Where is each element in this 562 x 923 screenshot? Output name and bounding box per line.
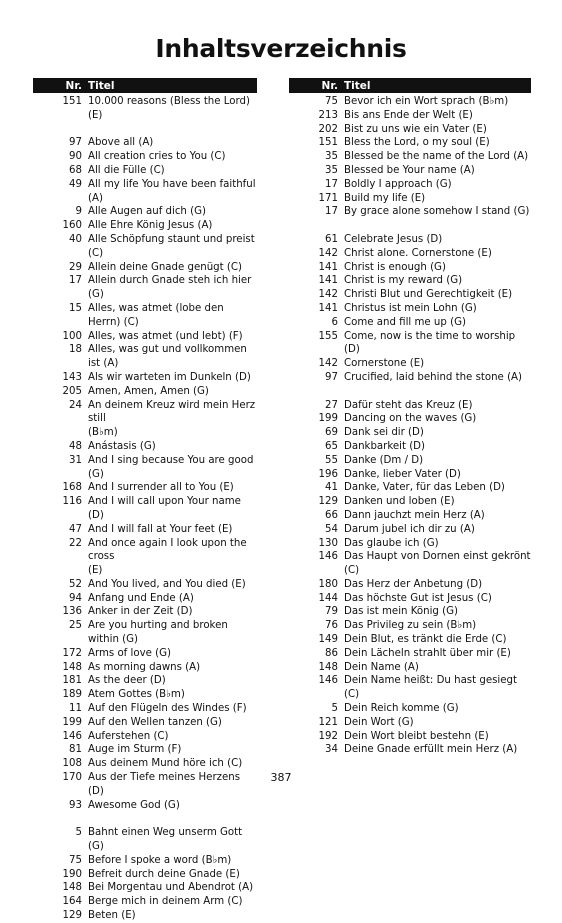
index-entry[interactable] <box>289 399 531 413</box>
entry-number: 151 <box>62 96 82 107</box>
entry-title: Dankbarkeit (D) <box>344 440 426 452</box>
entry-number: 86 <box>325 647 338 659</box>
entry-title: Alle Ehre König Jesus (A) <box>88 220 213 232</box>
entry-number: 155 <box>318 330 338 342</box>
index-entry[interactable] <box>33 716 257 730</box>
entry-title: Blessed be Your name (A) <box>344 164 475 176</box>
entry-title: Das höchste Gut ist Jesus (C) <box>344 592 492 604</box>
index-entry[interactable] <box>33 619 257 647</box>
entry-number: 40 <box>69 233 82 245</box>
entry-number: 97 <box>325 371 338 383</box>
entry-number: 15 <box>69 302 82 314</box>
index-entry[interactable] <box>33 164 257 178</box>
entry-number: 54 <box>325 523 338 535</box>
entry-title: Bless the Lord, o my soul (E) <box>344 137 490 149</box>
entry-title: Celebrate Jesus (D) <box>344 233 443 245</box>
entry-number: 164 <box>62 896 82 908</box>
index-entry[interactable] <box>33 330 257 344</box>
index-entry[interactable] <box>33 274 257 302</box>
entry-title: All my life You have been faithful (A) <box>88 178 256 204</box>
entry-title: Danke, lieber Vater (D) <box>344 468 461 480</box>
entry-number: 142 <box>318 358 338 370</box>
index-entry[interactable] <box>289 302 531 316</box>
index-entry[interactable] <box>289 661 531 675</box>
index-entry[interactable] <box>289 578 531 592</box>
entry-title: All die Fülle (C) <box>88 164 165 176</box>
index-entry[interactable] <box>33 592 257 606</box>
index-entry[interactable] <box>289 192 531 206</box>
entry-title: Bist zu uns wie ein Vater (E) <box>344 123 487 135</box>
index-entry[interactable] <box>289 605 531 619</box>
entry-title: Danke, Vater, für das Leben (D) <box>344 482 505 494</box>
entry-number: 11 <box>69 703 82 715</box>
entry-title: Berge mich in deinem Arm (C) <box>88 896 243 908</box>
entry-title: Alles, was gut und vollkommen ist (A) <box>88 344 247 370</box>
index-entry[interactable] <box>33 647 257 661</box>
index-entry[interactable] <box>289 440 531 454</box>
index-entry[interactable] <box>33 495 257 523</box>
index-entry[interactable] <box>33 854 257 868</box>
entry-number: 100 <box>62 330 82 342</box>
entry-title: And You lived, and You died (E) <box>88 578 246 590</box>
index-entry[interactable] <box>33 205 257 219</box>
entry-number: 5 <box>75 827 82 839</box>
index-entry[interactable] <box>33 757 257 771</box>
entry-title: And once again I look upon the cross (E) <box>88 537 247 577</box>
entry-number: 35 <box>325 164 338 176</box>
entry-title: Bevor ich ein Wort sprach (B♭m) <box>344 96 509 107</box>
entry-title: Come, now is the time to worship (D) <box>344 330 516 356</box>
entry-title: Dancing on the waves (G) <box>344 413 477 425</box>
index-entry[interactable] <box>289 674 531 702</box>
entry-number: 199 <box>318 413 338 425</box>
entry-title: Danken und loben (E) <box>344 496 455 508</box>
index-entry[interactable] <box>33 702 257 716</box>
index-entry[interactable] <box>33 537 257 578</box>
entry-number: 48 <box>69 440 82 452</box>
index-entry[interactable] <box>289 330 531 358</box>
index-entry[interactable] <box>289 150 531 164</box>
entry-title: Das glaube ich (G) <box>344 537 439 549</box>
entry-title: Christ is my reward (G) <box>344 275 463 287</box>
header-titel: Titel <box>88 79 115 92</box>
entry-title: Anástasis (G) <box>88 440 156 452</box>
entry-number: 121 <box>318 716 338 728</box>
page-number: 387 <box>270 771 292 784</box>
entry-number: 180 <box>318 578 338 590</box>
index-entry[interactable] <box>33 909 257 923</box>
entry-title: Deine Gnade erfüllt mein Herz (A) <box>344 744 518 756</box>
index-entry[interactable] <box>33 261 257 275</box>
entry-number: 148 <box>62 661 82 673</box>
index-entry[interactable] <box>289 702 531 716</box>
index-entry[interactable] <box>289 426 531 440</box>
index-entry[interactable] <box>289 743 531 757</box>
entry-title: Amen, Amen, Amen (G) <box>88 385 209 397</box>
entry-title: Anker in der Zeit (D) <box>88 606 193 618</box>
entry-title: Das Haupt von Dornen einst gekrönt (C) <box>344 551 531 577</box>
header-titel: Titel <box>344 79 371 92</box>
letter-group-spacer <box>289 385 531 399</box>
index-entry[interactable] <box>289 136 531 150</box>
entry-number: 52 <box>69 578 82 590</box>
entry-title: Aus deinem Mund höre ich (C) <box>88 758 243 770</box>
entry-title: Are you hurting and broken within (G) <box>88 620 228 646</box>
entry-number: 205 <box>62 385 82 397</box>
index-entry[interactable] <box>289 95 531 109</box>
entry-number: 68 <box>69 164 82 176</box>
entry-number: 61 <box>325 233 338 245</box>
entry-title: Awesome God (G) <box>88 799 180 811</box>
index-entry[interactable] <box>289 481 531 495</box>
entry-number: 17 <box>325 178 338 190</box>
index-entry[interactable] <box>289 647 531 661</box>
index-entry[interactable] <box>33 578 257 592</box>
entry-number: 142 <box>318 247 338 259</box>
index-entry[interactable] <box>289 274 531 288</box>
entry-number: 192 <box>318 730 338 742</box>
index-list-right <box>289 95 531 757</box>
entry-title: Dein Name heißt: Du hast gesiegt (C) <box>344 675 517 701</box>
entry-title: Dein Reich komme (G) <box>344 703 459 715</box>
entry-title: As morning dawns (A) <box>88 661 201 673</box>
entry-number: 75 <box>69 854 82 866</box>
entry-title: All creation cries to You (C) <box>88 151 226 163</box>
index-entry[interactable] <box>289 633 531 647</box>
entry-title: Cornerstone (E) <box>344 358 425 370</box>
entry-title: Before I spoke a word (B♭m) <box>88 854 232 866</box>
entry-number: 22 <box>69 537 82 549</box>
entry-number: 79 <box>325 606 338 618</box>
index-entry[interactable] <box>33 343 257 371</box>
index-entry[interactable] <box>289 730 531 744</box>
entry-number: 31 <box>69 454 82 466</box>
index-entry[interactable] <box>33 743 257 757</box>
entry-title: An deinem Kreuz wird mein Herz still (B♭m) <box>88 399 256 439</box>
index-entry[interactable] <box>33 385 257 399</box>
header-nr: Nr. <box>65 79 82 92</box>
entry-number: 144 <box>318 592 338 604</box>
entry-title: Crucified, laid behind the stone (A) <box>344 371 522 383</box>
entry-number: 47 <box>69 523 82 535</box>
entry-number: 93 <box>69 799 82 811</box>
entry-number: 189 <box>62 689 82 701</box>
index-entry[interactable] <box>289 247 531 261</box>
entry-number: 65 <box>325 440 338 452</box>
index-entry[interactable] <box>33 799 257 813</box>
index-entry[interactable] <box>289 233 531 247</box>
entry-title: Come and fill me up (G) <box>344 316 466 328</box>
entry-number: 136 <box>62 606 82 618</box>
entry-number: 5 <box>331 703 338 715</box>
index-entry[interactable] <box>289 123 531 137</box>
entry-title: Als wir warteten im Dunkeln (D) <box>88 371 251 383</box>
entry-number: 143 <box>62 371 82 383</box>
index-entry[interactable] <box>289 178 531 192</box>
entry-title: Bahnt einen Weg unserm Gott (G) <box>88 827 243 853</box>
entry-title: By grace alone somehow I stand (G) <box>344 206 530 218</box>
entry-number: 151 <box>318 137 338 149</box>
entry-title: Auferstehen (C) <box>88 730 169 742</box>
letter-group-spacer <box>33 812 257 826</box>
index-entry[interactable] <box>289 261 531 275</box>
index-entry[interactable] <box>289 468 531 482</box>
entry-title: Darum jubel ich dir zu (A) <box>344 523 475 535</box>
entry-number: 66 <box>325 509 338 521</box>
entry-number: 94 <box>69 592 82 604</box>
index-entry[interactable] <box>33 150 257 164</box>
entry-title: Das ist mein König (G) <box>344 606 458 618</box>
entry-title: Christus ist mein Lohn (G) <box>344 302 477 314</box>
entry-title: Anfang und Ende (A) <box>88 592 194 604</box>
column-header <box>289 78 531 93</box>
entry-title: Danke (Dm / D) <box>344 454 424 466</box>
index-column-right <box>289 78 531 757</box>
entry-title: Dein Wort (G) <box>344 716 414 728</box>
entry-number: 75 <box>325 96 338 107</box>
entry-number: 17 <box>325 206 338 218</box>
entry-number: 148 <box>318 661 338 673</box>
entry-number: 35 <box>325 151 338 163</box>
index-entry[interactable] <box>289 592 531 606</box>
index-entry[interactable] <box>33 895 257 909</box>
entry-title: Allein durch Gnade steh ich hier (G) <box>88 275 252 301</box>
entry-number: 69 <box>325 427 338 439</box>
letter-group-spacer <box>33 123 257 137</box>
index-entry[interactable] <box>33 95 257 123</box>
header-nr: Nr. <box>321 79 338 92</box>
index-column-left <box>33 78 257 923</box>
entry-title: Dann jauchzt mein Herz (A) <box>344 509 485 521</box>
entry-title: Dank sei dir (D) <box>344 427 424 439</box>
entry-number: 29 <box>69 261 82 273</box>
index-entry[interactable] <box>289 371 531 385</box>
index-entry[interactable] <box>289 495 531 509</box>
entry-title: Auge im Sturm (F) <box>88 744 182 756</box>
entry-title: As the deer (D) <box>88 675 166 687</box>
index-entry[interactable] <box>289 412 531 426</box>
entry-title: Dein Lächeln strahlt über mir (E) <box>344 647 511 659</box>
entry-number: 17 <box>69 275 82 287</box>
entry-number: 141 <box>318 261 338 273</box>
index-entry[interactable] <box>33 233 257 261</box>
index-entry[interactable] <box>289 619 531 633</box>
entry-title: Alle Schöpfung staunt und preist (C) <box>88 233 255 259</box>
entry-number: 6 <box>331 316 338 328</box>
index-entry[interactable] <box>33 302 257 330</box>
entry-number: 9 <box>75 206 82 218</box>
index-entry[interactable] <box>33 440 257 454</box>
entry-number: 148 <box>62 882 82 894</box>
entry-number: 49 <box>69 178 82 190</box>
letter-group-spacer <box>289 219 531 233</box>
entry-title: Arms of love (G) <box>88 647 171 659</box>
entry-title: Build my life (E) <box>344 192 426 204</box>
entry-title: And I surrender all to You (E) <box>88 482 234 494</box>
entry-number: 18 <box>69 344 82 356</box>
entry-number: 24 <box>69 399 82 411</box>
index-entry[interactable] <box>289 716 531 730</box>
entry-number: 141 <box>318 302 338 314</box>
entry-number: 55 <box>325 454 338 466</box>
index-entry[interactable] <box>33 399 257 440</box>
entry-number: 97 <box>69 137 82 149</box>
entry-title: Auf den Flügeln des Windes (F) <box>88 703 247 715</box>
entry-number: 171 <box>318 192 338 204</box>
index-entry[interactable] <box>289 109 531 123</box>
entry-number: 146 <box>62 730 82 742</box>
entry-number: 170 <box>62 772 82 784</box>
entry-title: Alles, was atmet (und lebt) (F) <box>88 330 243 342</box>
entry-title: Dafür steht das Kreuz (E) <box>344 399 473 411</box>
entry-title: Blessed be the name of the Lord (A) <box>344 151 529 163</box>
index-entry[interactable] <box>33 136 257 150</box>
page-title: Inhaltsverzeichnis <box>155 34 407 63</box>
index-entry[interactable] <box>33 178 257 206</box>
entry-number: 146 <box>318 551 338 563</box>
entry-number: 199 <box>62 716 82 728</box>
index-entry[interactable] <box>33 605 257 619</box>
entry-title: Das Herz der Anbetung (D) <box>344 578 483 590</box>
index-entry[interactable] <box>289 164 531 178</box>
entry-number: 116 <box>62 496 82 508</box>
entry-number: 108 <box>62 758 82 770</box>
entry-number: 190 <box>62 868 82 880</box>
entry-title: And I sing because You are good (G) <box>88 454 254 480</box>
entry-number: 76 <box>325 620 338 632</box>
index-entry[interactable] <box>289 523 531 537</box>
entry-title: Auf den Wellen tanzen (G) <box>88 716 222 728</box>
column-header <box>33 78 257 93</box>
entry-number: 172 <box>62 647 82 659</box>
index-entry[interactable] <box>289 537 531 551</box>
entry-number: 27 <box>325 399 338 411</box>
entry-number: 146 <box>318 675 338 687</box>
entry-number: 25 <box>69 620 82 632</box>
entry-title: Dein Wort bleibt bestehn (E) <box>344 730 489 742</box>
entry-title: Alles, was atmet (lobe den Herrn) (C) <box>88 302 224 328</box>
index-entry[interactable] <box>33 674 257 688</box>
index-list-left <box>33 95 257 923</box>
entry-title: And I will fall at Your feet (E) <box>88 523 233 535</box>
entry-number: 129 <box>318 496 338 508</box>
entry-title: Allein deine Gnade genügt (C) <box>88 261 242 273</box>
entry-title: Alle Augen auf dich (G) <box>88 206 206 218</box>
entry-number: 129 <box>62 910 82 922</box>
entry-number: 141 <box>318 275 338 287</box>
entry-number: 213 <box>318 109 338 121</box>
index-entry[interactable] <box>289 316 531 330</box>
index-entry[interactable] <box>289 454 531 468</box>
index-entry[interactable] <box>33 371 257 385</box>
entry-title: Beten (E) <box>88 910 136 922</box>
entry-number: 41 <box>325 482 338 494</box>
entry-number: 160 <box>62 220 82 232</box>
entry-title: Above all (A) <box>88 137 154 149</box>
entry-title: Aus der Tiefe meines Herzens (D) <box>88 772 241 797</box>
entry-title: Atem Gottes (B♭m) <box>88 689 185 701</box>
entry-number: 149 <box>318 634 338 646</box>
entry-title: Dein Name (A) <box>344 661 419 673</box>
entry-title: Christ alone. Cornerstone (E) <box>344 247 492 259</box>
entry-number: 34 <box>325 744 338 756</box>
index-entry[interactable] <box>33 881 257 895</box>
entry-title: Dein Blut, es tränkt die Erde (C) <box>344 634 507 646</box>
index-entry[interactable] <box>33 868 257 882</box>
entry-number: 168 <box>62 482 82 494</box>
index-entry[interactable] <box>33 688 257 702</box>
entry-title: Bei Morgentau und Abendrot (A) <box>88 882 254 894</box>
entry-number: 90 <box>69 151 82 163</box>
entry-number: 81 <box>69 744 82 756</box>
entry-number: 196 <box>318 468 338 480</box>
index-entry[interactable] <box>289 550 531 578</box>
index-entry[interactable] <box>33 454 257 482</box>
index-entry[interactable] <box>33 523 257 537</box>
index-entry[interactable] <box>289 288 531 302</box>
index-entry[interactable] <box>33 219 257 233</box>
entry-number: 130 <box>318 537 338 549</box>
entry-number: 142 <box>318 289 338 301</box>
entry-title: Christ is enough (G) <box>344 261 446 273</box>
entry-title: Bis ans Ende der Welt (E) <box>344 109 473 121</box>
index-entry[interactable] <box>289 205 531 219</box>
entry-title: Boldly I approach (G) <box>344 178 452 190</box>
index-entry[interactable] <box>33 730 257 744</box>
index-entry[interactable] <box>33 661 257 675</box>
entry-title: Das Privileg zu sein (B♭m) <box>344 620 477 632</box>
index-entry[interactable] <box>289 509 531 523</box>
entry-title: Befreit durch deine Gnade (E) <box>88 868 240 880</box>
index-entry[interactable] <box>33 481 257 495</box>
entry-number: 181 <box>62 675 82 687</box>
entry-title: Christi Blut und Gerechtigkeit (E) <box>344 289 513 301</box>
entry-title: And I will call upon Your name (D) <box>88 496 241 521</box>
index-entry[interactable] <box>33 826 257 854</box>
index-entry[interactable] <box>289 357 531 371</box>
entry-number: 202 <box>318 123 338 135</box>
entry-title: 10.000 reasons (Bless the Lord) (E) <box>88 96 250 121</box>
